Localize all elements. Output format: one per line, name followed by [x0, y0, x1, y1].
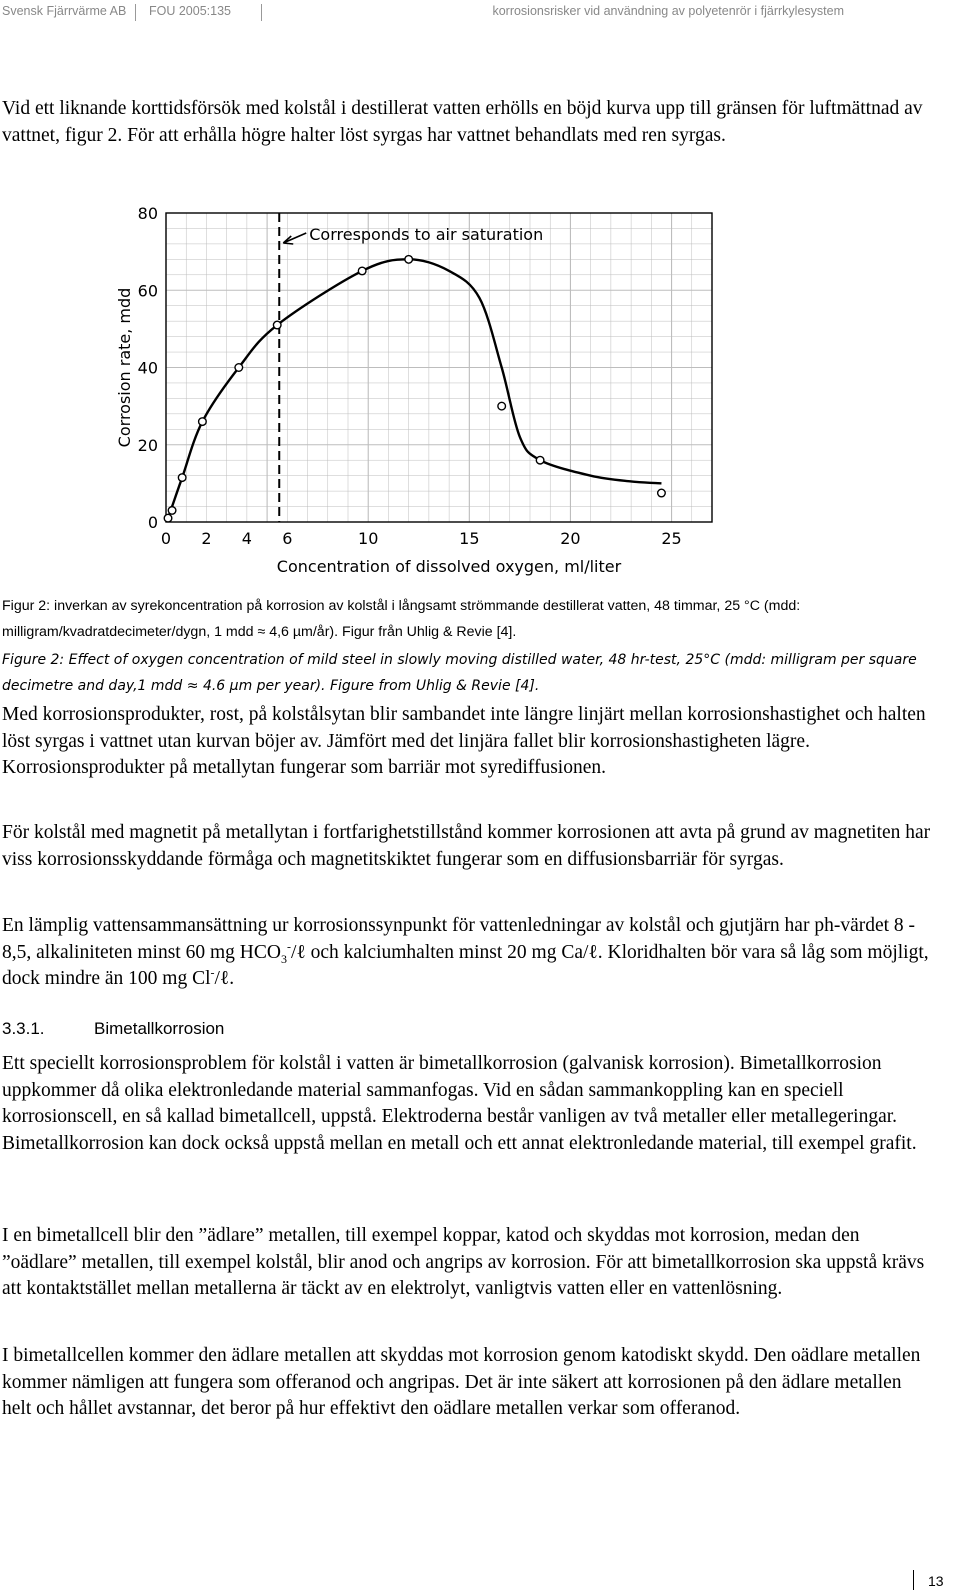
y-tick-label: 60 — [137, 281, 158, 301]
y-tick-label: 20 — [137, 435, 158, 455]
series-line — [168, 259, 661, 518]
header-company: Svensk Fjärrvärme AB — [2, 4, 127, 18]
body-paragraph: En lämplig vattensammansättning ur korrosionssynpunkt för vattenledningar av kolstål och gjutjärn har ph-värdet 8 - 8,5, alkaliniteten minst 60 mg $HCO_3^-/\ell$ och kalciumhalten minst 20 mg Ca/ℓ. Kloridhalten bör vara så låg som möjligt, dock mindre än 100 mg Cl-/ℓ. — [2, 915, 929, 989]
data-point — [168, 507, 176, 515]
data-point — [164, 514, 172, 522]
section-title: Bimetallkorrosion — [94, 1019, 225, 1038]
annotation-arrow — [283, 233, 306, 244]
page-number: 13 — [913, 1570, 944, 1590]
x-tick-label: 15 — [459, 529, 480, 548]
header-report: FOU 2005:135 — [149, 4, 231, 18]
header-divider — [261, 4, 262, 21]
x-tick-label: 6 — [282, 529, 293, 548]
x-tick-label: 2 — [201, 529, 212, 548]
x-tick-label: 20 — [560, 529, 581, 548]
data-point — [358, 267, 366, 275]
intro-paragraph: Vid ett liknande korttidsförsök med kolstål i destillerat vatten erhölls en böjd kurva upp till gränsen för luftmättnad av vattnet, figur 2. För att erhålla högre halter löst syrgas har vattnet behandlats med ren syrgas. — [2, 98, 923, 146]
data-point — [536, 456, 544, 464]
body-paragraph: Ett speciellt korrosionsproblem för kolstål i vatten är bimetallkorrosion (galvanisk korrosion). Bimetallkorrosion uppkommer då olika elektronledande material sammanfogas. Vid en sådan sammankoppling kan en speciell korrosionscell, en så kallad bimetallcell, uppstå. Elektroderna består vanligen av två metaller eller metallegeringar. Bimetallkorrosion kan dock också uppstå mellan en metall och ett annat elektronledande material, till exempel grafit. — [2, 1053, 917, 1154]
data-point — [658, 489, 666, 497]
caption-text: inverkan av syrekoncentration på korrosion av kolstål i långsamt strömmande destillerat vatten, 48 timmar, 25 °C (mdd: milligram/kvadratdecimeter/dygn, 1 mdd ≈ 4,6 µm/år). Figur från Uhlig & Revie [4]. — [2, 598, 801, 640]
body-paragraph: I en bimetallcell blir den ”ädlare” metallen, till exempel koppar, katod och skyddas mot korrosion, medan den ”oädlare” metallen, till exempel kolstål, blir anod och angrips av korrosion. För att bimetallkorrosion ska uppstå krävs att kontaktstället mellan metallerna är täckt av en elektrolyt, vanligtvis vatten eller en vattenlösning. — [2, 1225, 925, 1299]
y-axis-label: Corrosion rate, mdd — [115, 287, 134, 448]
y-tick-label: 0 — [147, 513, 158, 532]
x-tick-label: 4 — [241, 529, 252, 548]
figure-caption-english — [2, 647, 932, 699]
page-header — [0, 4, 960, 22]
header-title: korrosionsrisker vid användning av polyetenrör i fjärrkylesystem — [492, 4, 844, 18]
body-paragraph: För kolstål med magnetit på metallytan i fortfarighetstillstånd kommer korrosionen att avta på grund av magnetiten har viss korrosionsskyddande förmåga och magnetitskiktet fungerar som en diffusionsbarriär för syrgas. — [2, 822, 931, 870]
x-tick-label: 0 — [160, 529, 172, 548]
data-point — [405, 256, 413, 264]
data-point — [235, 364, 243, 372]
x-tick-label: 25 — [661, 529, 682, 548]
annotation-label: Corresponds to air saturation — [309, 225, 544, 244]
caption-label: Figur 2: — [2, 598, 51, 614]
data-point — [178, 474, 186, 482]
data-point — [273, 321, 281, 329]
header-divider — [135, 4, 136, 21]
y-tick-label: 80 — [137, 204, 158, 223]
body-paragraph: Med korrosionsprodukter, rost, på kolstålsytan blir sambandet inte längre linjärt mellan korrosionshastighet och halten löst syrgas i vattnet utan kurvan böjer av. Jämfört med det linjära fallet blir korrosionshastigheten lägre. Korrosionsprodukter på metallytan fungerar som barriär mot syrediffusionen. — [2, 704, 926, 778]
x-tick-label: 10 — [358, 529, 379, 548]
caption-label: Figure 2: — [2, 652, 65, 668]
y-tick-label: 40 — [137, 358, 158, 378]
section-number: 3.3.1. — [2, 1019, 45, 1038]
corrosion-chart — [100, 196, 740, 581]
body-paragraph: I bimetallcellen kommer den ädlare metallen att skyddas mot korrosion genom katodiskt skydd. Den oädlare metallen kommer nämligen att fungera som offeranod och angripas. Det är inte säkert att korrosionen på den ädlare metallen helt och hållet avstannar, det beror på hur effektivt den oädlare metallen verkar som offeranod. — [2, 1345, 921, 1419]
data-point — [498, 402, 506, 410]
caption-text: Effect of oxygen concentration of mild steel in slowly moving distilled water, 48 hr-test, 25°C (mdd: milligram per square decimetre and day,1 mdd ≈ 4.6 µm per year). Figure from Uhlig & Revie [4]. — [2, 652, 917, 694]
data-point — [199, 418, 207, 426]
figure-caption-swedish — [2, 593, 932, 645]
x-axis-label: Concentration of dissolved oxygen, ml/liter — [276, 557, 622, 576]
section-heading — [2, 1019, 224, 1039]
